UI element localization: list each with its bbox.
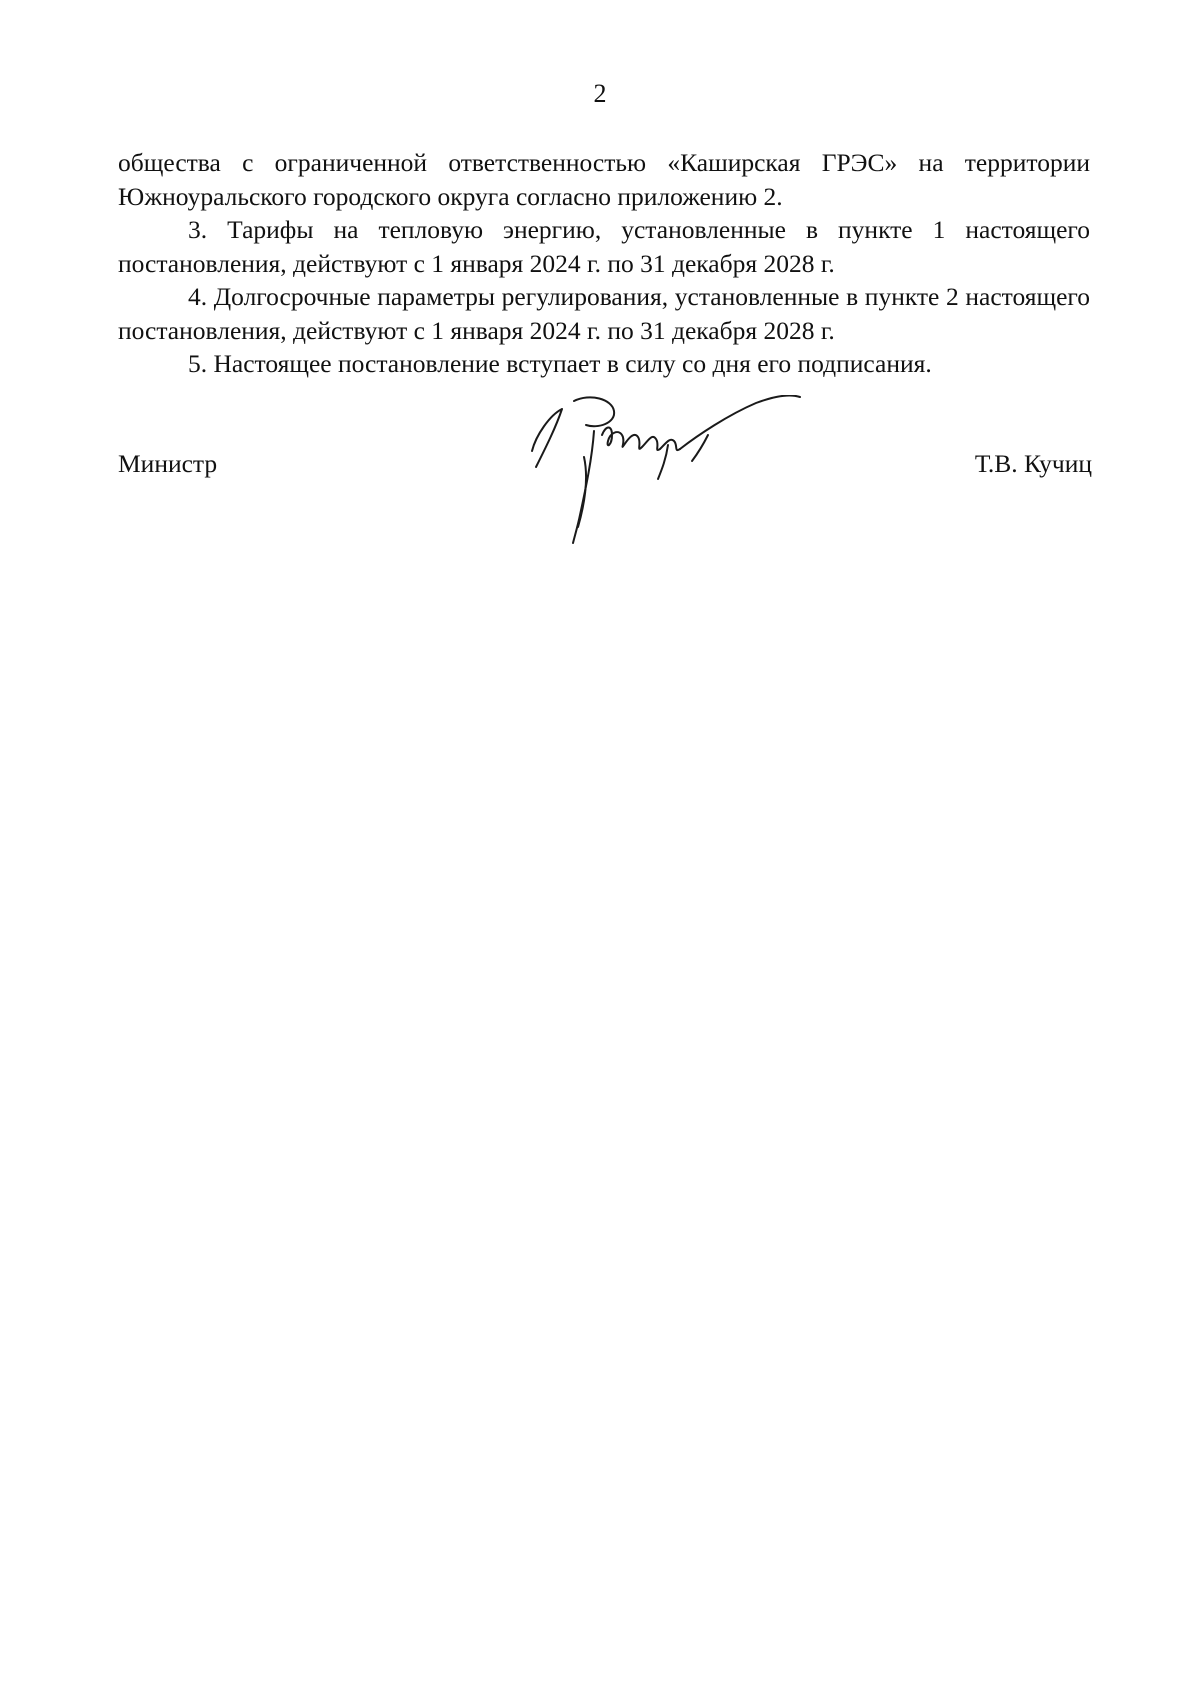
paragraph-item-5: 5. Настоящее постановление вступает в силу со дня его подписания. <box>188 349 932 378</box>
handwritten-signature <box>528 395 808 550</box>
paragraph-item-3: 3. Тарифы на тепловую энергию, установленные в пункте 1 настоящего постановления, действуют с 1 января 2024 г. по 31 декабря 2028 г. <box>118 215 1090 278</box>
paragraph-item-4: 4. Долгосрочные параметры регулирования, установленные в пункте 2 настоящего постановления, действуют с 1 января 2024 г. по 31 декабря 2028 г. <box>118 282 1090 345</box>
position-title: Министр <box>118 449 218 478</box>
page-number: 2 <box>593 79 607 108</box>
document-body <box>118 146 1090 381</box>
paragraph-continuation: общества с ограниченной ответственностью «Каширская ГРЭС» на территории Южноуральского городского округа согласно приложению 2. <box>118 148 1090 211</box>
signer-name: Т.В. Кучиц <box>974 449 1092 478</box>
